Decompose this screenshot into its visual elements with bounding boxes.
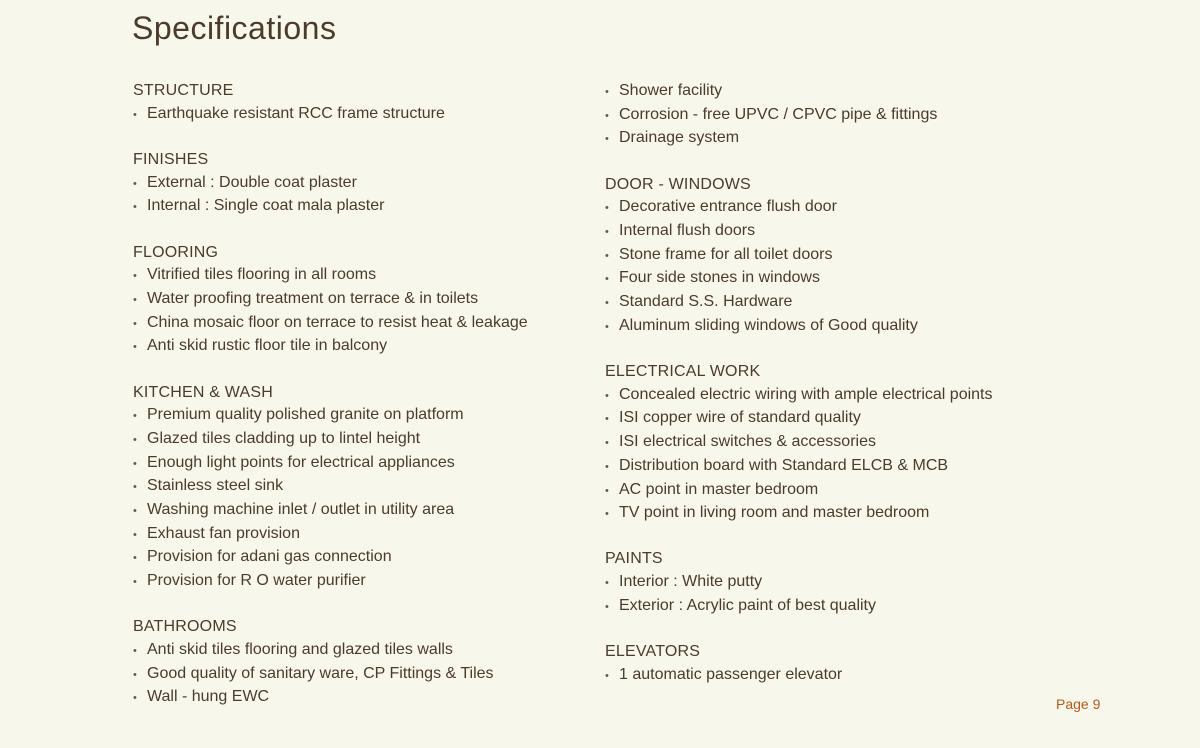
spec-section <box>605 80 1045 151</box>
spec-item <box>605 127 1045 151</box>
bullet-icon: • <box>605 273 609 286</box>
spec-item <box>605 267 1045 291</box>
spec-item <box>605 244 1045 268</box>
bullet-icon: • <box>605 389 609 402</box>
bullet-icon: • <box>605 109 609 122</box>
spec-item <box>605 196 1045 220</box>
spec-item <box>133 288 573 312</box>
right-column <box>605 80 1045 710</box>
left-column <box>133 80 573 733</box>
bullet-icon: • <box>605 484 609 497</box>
spec-item-text: Internal flush doors <box>619 222 756 240</box>
spec-section <box>133 149 573 219</box>
spec-section <box>133 616 573 710</box>
spec-section <box>605 548 1045 618</box>
bullet-icon: • <box>605 297 609 310</box>
spec-item <box>133 452 573 476</box>
spec-item <box>605 502 1045 526</box>
spec-item <box>605 384 1045 408</box>
spec-item-text: Enough light points for electrical appliances <box>147 453 455 471</box>
spec-item-text: ISI copper wire of standard quality <box>619 409 861 427</box>
spec-item <box>605 595 1045 619</box>
spec-item-text: Exhaust fan provision <box>147 524 300 542</box>
spec-item-text: Stainless steel sink <box>147 477 284 495</box>
bullet-icon: • <box>133 668 137 681</box>
spec-item <box>605 431 1045 455</box>
bullet-icon: • <box>605 413 609 426</box>
spec-item <box>605 571 1045 595</box>
bullet-icon: • <box>133 692 137 705</box>
section-heading: ELECTRICAL WORK <box>605 363 761 381</box>
section-heading: FINISHES <box>133 150 209 168</box>
spec-item <box>605 104 1045 128</box>
spec-item-text: Internal : Single coat mala plaster <box>147 197 385 215</box>
bullet-icon: • <box>133 433 137 446</box>
bullet-icon: • <box>605 600 609 613</box>
bullet-icon: • <box>605 133 609 146</box>
section-heading: PAINTS <box>605 550 663 568</box>
spec-item-text: External : Double coat plaster <box>147 173 357 191</box>
bullet-icon: • <box>605 249 609 262</box>
spec-item-text: Interior : White putty <box>619 573 763 591</box>
spec-item <box>605 664 1045 688</box>
spec-item <box>133 404 573 428</box>
spec-item-text: Stone frame for all toilet doors <box>619 245 833 263</box>
bullet-icon: • <box>133 293 137 306</box>
spec-item <box>133 499 573 523</box>
spec-item-text: Provision for adani gas connection <box>147 548 392 566</box>
spec-item <box>605 220 1045 244</box>
spec-item-text: Anti skid tiles flooring and glazed tiles walls <box>147 641 453 659</box>
spec-item-text: China mosaic floor on terrace to resist heat & leakage <box>147 313 528 331</box>
spec-item <box>133 335 573 359</box>
spec-section <box>133 80 573 126</box>
spec-item <box>133 428 573 452</box>
spec-item-text: Washing machine inlet / outlet in utility area <box>147 501 455 519</box>
spec-item-text: 1 automatic passenger elevator <box>619 665 843 683</box>
spec-section <box>133 382 573 594</box>
bullet-icon: • <box>133 528 137 541</box>
section-heading: STRUCTURE <box>133 82 234 99</box>
spec-item <box>133 312 573 336</box>
bullet-icon: • <box>133 645 137 658</box>
spec-item <box>133 103 573 127</box>
bullet-icon: • <box>133 457 137 470</box>
spec-section <box>133 242 573 360</box>
spec-item-text: Provision for R O water purifier <box>147 572 366 590</box>
spec-item <box>605 479 1045 503</box>
bullet-icon: • <box>133 270 137 283</box>
bullet-icon: • <box>605 508 609 521</box>
spec-item-text: Four side stones in windows <box>619 269 820 287</box>
spec-item-text: Water proofing treatment on terrace & in toilets <box>147 289 479 307</box>
page-number: Page 9 <box>1056 696 1101 712</box>
spec-item-text: Anti skid rustic floor tile in balcony <box>147 337 388 355</box>
section-heading: ELEVATORS <box>605 643 701 661</box>
spec-item-text: Decorative entrance flush door <box>619 198 837 216</box>
spec-item-text: Earthquake resistant RCC frame structure <box>147 104 445 122</box>
bullet-icon: • <box>133 481 137 494</box>
bullet-icon: • <box>133 552 137 565</box>
spec-item-text: Concealed electric wiring with ample electrical points <box>619 385 993 403</box>
spec-item <box>605 80 1045 104</box>
spec-item-text: AC point in master bedroom <box>619 480 819 498</box>
spec-item <box>605 315 1045 339</box>
spec-item-text: Drainage system <box>619 129 740 147</box>
spec-item-text: ISI electrical switches & accessories <box>619 433 876 451</box>
bullet-icon: • <box>605 577 609 590</box>
spec-item <box>133 475 573 499</box>
spec-section <box>605 641 1045 687</box>
bullet-icon: • <box>133 201 137 214</box>
bullet-icon: • <box>133 410 137 423</box>
spec-item <box>133 639 573 663</box>
spec-item <box>133 172 573 196</box>
spec-item <box>133 195 573 219</box>
spec-item <box>133 546 573 570</box>
spec-item <box>133 264 573 288</box>
page-title: Specifications <box>132 10 337 46</box>
section-heading: DOOR - WINDOWS <box>605 175 751 193</box>
bullet-icon: • <box>605 437 609 450</box>
spec-item <box>605 455 1045 479</box>
spec-item <box>605 291 1045 315</box>
bullet-icon: • <box>605 86 609 98</box>
section-heading: FLOORING <box>133 243 219 261</box>
bullet-icon: • <box>133 341 137 354</box>
spec-item-text: Aluminum sliding windows of Good quality <box>619 316 918 334</box>
spec-section <box>605 174 1045 339</box>
bullet-icon: • <box>133 576 137 589</box>
bullet-icon: • <box>605 226 609 239</box>
bullet-icon: • <box>605 320 609 333</box>
spec-item-text: Premium quality polished granite on platform <box>147 406 464 424</box>
bullet-icon: • <box>605 460 609 473</box>
spec-item-text: Exterior : Acrylic paint of best quality <box>619 596 876 614</box>
spec-item <box>133 570 573 594</box>
spec-item <box>605 407 1045 431</box>
spec-item-text: Glazed tiles cladding up to lintel height <box>147 429 421 447</box>
spec-item <box>133 686 573 710</box>
bullet-icon: • <box>133 177 137 190</box>
spec-item <box>133 523 573 547</box>
spec-item-text: Good quality of sanitary ware, CP Fittings & Tiles <box>147 664 494 682</box>
section-heading: BATHROOMS <box>133 618 237 636</box>
bullet-icon: • <box>133 505 137 518</box>
spec-item-text: Distribution board with Standard ELCB & MCB <box>619 456 949 474</box>
spec-item-text: Vitrified tiles flooring in all rooms <box>147 266 377 284</box>
spec-item-text: Shower facility <box>619 82 723 99</box>
spec-item-text: Standard S.S. Hardware <box>619 293 793 311</box>
spec-item <box>133 663 573 687</box>
bullet-icon: • <box>133 108 137 121</box>
spec-section <box>605 361 1045 526</box>
spec-item-text: Wall - hung EWC <box>147 688 270 706</box>
bullet-icon: • <box>133 317 137 330</box>
bullet-icon: • <box>605 202 609 215</box>
spec-item-text: Corrosion - free UPVC / CPVC pipe & fittings <box>619 105 938 123</box>
spec-item-text: TV point in living room and master bedroom <box>619 504 930 522</box>
bullet-icon: • <box>605 669 609 682</box>
section-heading: KITCHEN & WASH <box>133 383 273 401</box>
